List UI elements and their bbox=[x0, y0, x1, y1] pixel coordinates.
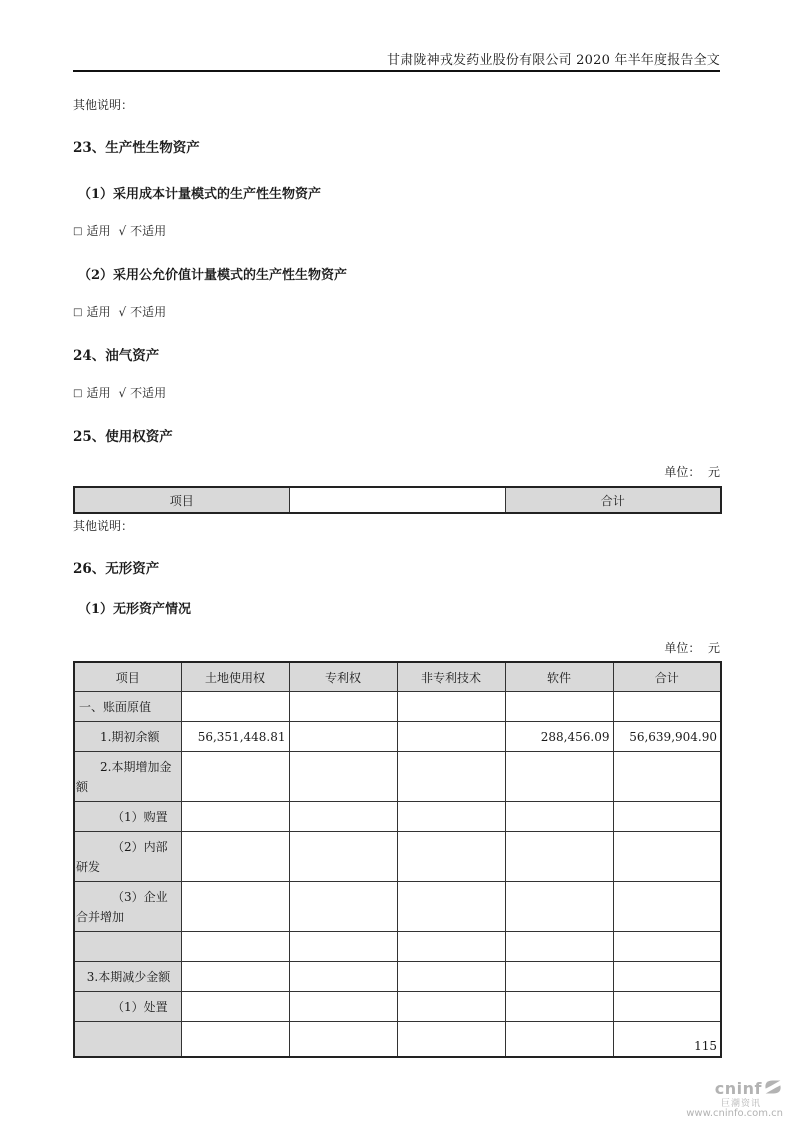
cell-value bbox=[613, 802, 721, 832]
cell-value bbox=[505, 802, 613, 832]
table-header-row bbox=[74, 487, 721, 513]
cell-value bbox=[181, 962, 289, 992]
table-row bbox=[74, 802, 721, 832]
cell-value bbox=[505, 752, 613, 802]
table-row bbox=[74, 992, 721, 1022]
applicable-line-2 bbox=[73, 303, 720, 320]
cell-value bbox=[397, 752, 505, 802]
applicable-label: 适用 bbox=[86, 224, 111, 238]
table-row bbox=[74, 1022, 721, 1058]
cell-value: 288,456.09 bbox=[505, 722, 613, 752]
cninfo-logo-subtitle: 巨潮资讯 bbox=[720, 1098, 761, 1109]
unit-label-1: 单位： 元 bbox=[664, 465, 720, 479]
applicable-line-1 bbox=[73, 222, 720, 239]
checkbox-icon: □ bbox=[73, 388, 83, 399]
not-applicable-label: 不适用 bbox=[130, 224, 167, 238]
cell-value bbox=[289, 722, 397, 752]
table-header-row bbox=[74, 662, 721, 692]
col-header: 专利权 bbox=[289, 662, 397, 692]
cell-value bbox=[505, 832, 613, 882]
other-note: 其他说明： bbox=[73, 98, 134, 112]
cninfo-swirl-icon bbox=[763, 1078, 783, 1100]
col-header-blank bbox=[289, 487, 505, 513]
applicable-label: 适用 bbox=[86, 386, 111, 400]
col-header: 土地使用权 bbox=[181, 662, 289, 692]
cell-value bbox=[289, 692, 397, 722]
check-icon: √ bbox=[118, 305, 127, 319]
cninfo-logo-text: cninf bbox=[714, 1078, 762, 1098]
section-23-sub2-title: （2）采用公允价值计量模式的生产性生物资产 bbox=[78, 268, 348, 283]
cell-value bbox=[505, 882, 613, 932]
cell-value bbox=[613, 932, 721, 962]
section-23-title: 23、生产性生物资产 bbox=[73, 140, 200, 156]
row-label bbox=[74, 1022, 181, 1058]
row-label: （1）购置 bbox=[74, 802, 181, 832]
cell-value bbox=[613, 882, 721, 932]
cell-value bbox=[181, 882, 289, 932]
col-header-total: 合计 bbox=[505, 487, 721, 513]
not-applicable-label: 不适用 bbox=[130, 305, 167, 319]
unit-label-2: 单位： 元 bbox=[664, 641, 720, 655]
row-label: （3）企业合并增加 bbox=[74, 882, 181, 932]
intangible-asset-table bbox=[73, 661, 722, 1058]
col-header: 合计 bbox=[613, 662, 721, 692]
table-row bbox=[74, 962, 721, 992]
checkbox-icon: □ bbox=[73, 226, 83, 237]
table-row bbox=[74, 932, 721, 962]
section-26-sub1-title: （1）无形资产情况 bbox=[78, 602, 192, 617]
cell-value bbox=[397, 692, 505, 722]
col-header: 项目 bbox=[74, 662, 181, 692]
cell-value bbox=[289, 1022, 397, 1058]
cell-value bbox=[181, 752, 289, 802]
cell-value bbox=[181, 832, 289, 882]
cninfo-logo bbox=[673, 1078, 783, 1120]
row-label bbox=[74, 932, 181, 962]
row-label: 1.期初余额 bbox=[74, 722, 181, 752]
cell-value bbox=[397, 962, 505, 992]
cell-value bbox=[289, 832, 397, 882]
not-applicable-label: 不适用 bbox=[130, 386, 167, 400]
cell-value bbox=[505, 692, 613, 722]
cell-value bbox=[181, 992, 289, 1022]
section-26-title: 26、无形资产 bbox=[73, 561, 160, 577]
cell-value bbox=[289, 932, 397, 962]
check-icon: √ bbox=[118, 386, 127, 400]
cell-value bbox=[613, 752, 721, 802]
cell-value bbox=[181, 692, 289, 722]
applicable-line-3 bbox=[73, 384, 720, 401]
cell-value bbox=[289, 992, 397, 1022]
cninfo-logo-line bbox=[673, 1078, 783, 1100]
row-label: 一、账面原值 bbox=[74, 692, 181, 722]
cell-value bbox=[397, 832, 505, 882]
row-label: （2）内部研发 bbox=[74, 832, 181, 882]
table-row bbox=[74, 722, 721, 752]
cell-value bbox=[289, 882, 397, 932]
applicable-label: 适用 bbox=[86, 305, 111, 319]
cell-value bbox=[613, 692, 721, 722]
cell-value bbox=[181, 1022, 289, 1058]
section-24-title: 24、油气资产 bbox=[73, 348, 160, 364]
cell-value bbox=[613, 992, 721, 1022]
cell-value bbox=[397, 882, 505, 932]
cell-value bbox=[505, 992, 613, 1022]
cell-value bbox=[613, 962, 721, 992]
col-header-item: 项目 bbox=[74, 487, 289, 513]
cell-value bbox=[505, 962, 613, 992]
cell-value: 56,351,448.81 bbox=[181, 722, 289, 752]
section-25-title: 25、使用权资产 bbox=[73, 429, 173, 445]
cell-value bbox=[505, 932, 613, 962]
cell-value bbox=[289, 802, 397, 832]
cell-value bbox=[289, 962, 397, 992]
row-label: （1）处置 bbox=[74, 992, 181, 1022]
report-header-title: 甘肃陇神戎发药业股份有限公司 2020 年半年度报告全文 bbox=[387, 53, 720, 68]
row-label: 2.本期增加金额 bbox=[74, 752, 181, 802]
header-rule bbox=[73, 70, 720, 72]
cell-value: 56,639,904.90 bbox=[613, 722, 721, 752]
col-header: 软件 bbox=[505, 662, 613, 692]
cell-value bbox=[397, 932, 505, 962]
usage-right-asset-table bbox=[73, 486, 722, 514]
check-icon: √ bbox=[118, 224, 127, 238]
col-header: 非专利技术 bbox=[397, 662, 505, 692]
cell-value bbox=[397, 722, 505, 752]
cell-value bbox=[397, 802, 505, 832]
row-label: 3.本期减少金额 bbox=[74, 962, 181, 992]
cell-value bbox=[397, 992, 505, 1022]
cell-value bbox=[505, 1022, 613, 1058]
section-23-sub1-title: （1）采用成本计量模式的生产性生物资产 bbox=[78, 187, 322, 202]
other-note: 其他说明： bbox=[73, 519, 134, 533]
cell-value bbox=[397, 1022, 505, 1058]
checkbox-icon: □ bbox=[73, 307, 83, 318]
cell-value bbox=[181, 932, 289, 962]
cninfo-logo-url: www.cninfo.com.cn bbox=[686, 1108, 783, 1120]
cell-value bbox=[289, 752, 397, 802]
table-row bbox=[74, 752, 721, 802]
table-row bbox=[74, 882, 721, 932]
table-row bbox=[74, 832, 721, 882]
cell-value bbox=[181, 802, 289, 832]
table-row bbox=[74, 692, 721, 722]
cell-value bbox=[613, 832, 721, 882]
page-number: 115 bbox=[694, 1039, 717, 1053]
